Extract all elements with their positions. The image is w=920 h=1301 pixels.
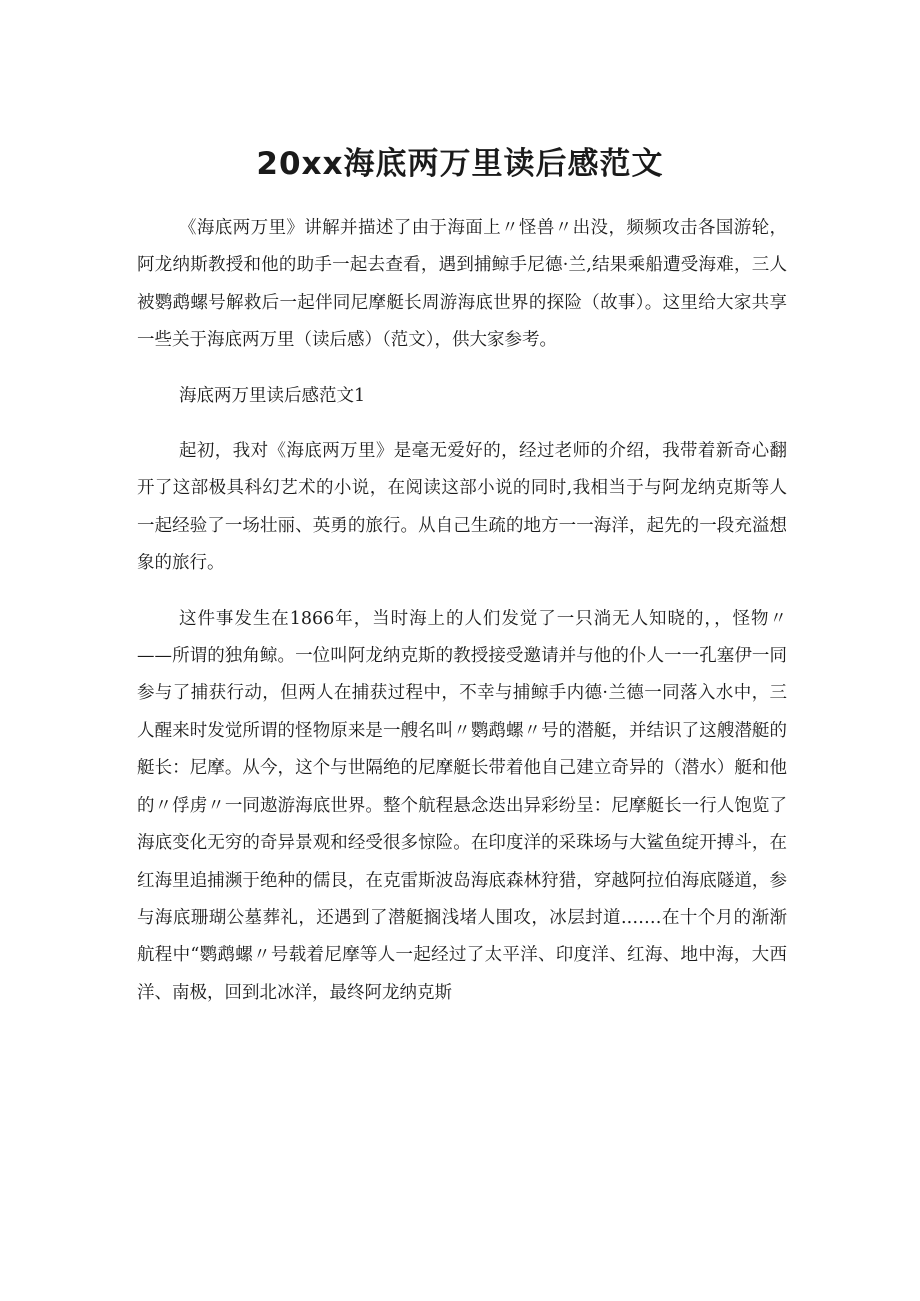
document-title: 20xx海底两万里读后感范文 <box>256 146 664 182</box>
document-body <box>137 210 787 1030</box>
section-heading: 海底两万里读后感范文1 <box>179 385 366 406</box>
body-paragraph-1: 起初，我对《海底两万里》是毫无爱好的，经过老师的介绍，我带着新奇心翻开了这部极具科幻艺术的小说，在阅读这部小说的同时,我相当于与阿龙纳克斯等人一起经验了一场壮丽、英勇的旅行。从自己生疏的地方一一海洋，起先的一段充溢想象的旅行。 <box>137 441 787 574</box>
intro-paragraph: 《海底两万里》讲解并描述了由于海面上〃怪兽〃出没，频频攻击各国游轮，阿龙纳斯教授和他的助手一起去查看，遇到捕鲸手尼德·兰,结果乘船遭受海难，三人被鹦鹉螺号解救后一起伴同尼摩艇长周游海底世界的探险（故事）。这里给大家共享一些关于海底两万里（读后感）（范文），供大家参考。 <box>137 218 787 351</box>
body-paragraph-2: 这件事发生在1866年，当时海上的人们发觉了一只淌无人知晓的，，怪物〃——所谓的独角鲸。一位叫阿龙纳克斯的教授接受邀请并与他的仆人一一孔塞伊一同参与了捕获行动，但两人在捕获过程中，不幸与捕鲸手内德·兰德一同落入水中，三人醒来时发觉所谓的怪物原来是一艘名叫〃鹦鹉螺〃号的潜艇，并结识了这艘潜艇的艇长：尼摩。从今，这个与世隔绝的尼摩艇长带着他自己建立奇异的（潜水）艇和他的〃俘虏〃一同遨游海底世界。整个航程悬念迭出异彩纷呈：尼摩艇长一行人饱览了海底变化无穷的奇异景观和经受很多惊险。在印度洋的采珠场与大鲨鱼绽开搏斗，在红海里追捕濒于绝种的儒艮，在克雷斯波岛海底森林狩猎，穿越阿拉伯海底隧道，参与海底珊瑚公墓葬礼，还遇到了潜艇搁浅堵人围攻，冰层封道.……在十个月的渐渐航程中“鹦鹉螺〃号载着尼摩等人一起经过了太平洋、印度洋、红海、地中海，大西洋、南极，回到北冰洋，最终阿龙纳克斯 <box>137 608 787 1003</box>
